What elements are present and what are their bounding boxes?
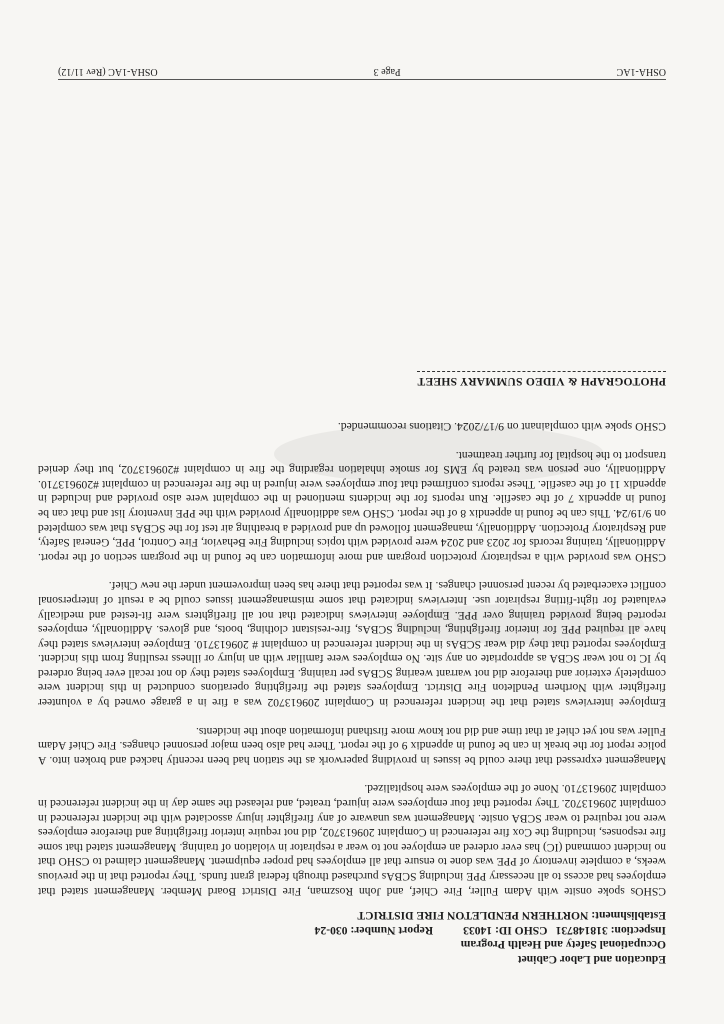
csho-id: CSHO ID: 14033 [463,923,548,937]
program-name: Occupational Safety and Health Program [460,938,666,952]
report-number: Report Number: 030-24 [314,923,434,937]
inspection-row [38,922,666,937]
document-body [38,371,666,966]
paragraph-paperwork-issues: Management expressed that there could be issues in providing paperwork as the station had been recently hacked and broken into. A police report for the break in can be found in appendix 9 of the report. There had also been major personnel changes. Fire Chief Adam Fuller was not yet chief at that time and did not know more firsthand information about the incidents. [38,724,666,767]
paragraph-employee-interviews: Employee interviews stated that the incident referenced in Complaint 209613702 was a fire in a garage owned by a volunteer firefighter with Northern Pendleton Fire District. Employees stated the firefighting operations conducted in this incident were completely exterior and therefore did not warrant wearing SCBAs per training. Employees stated they do not recall ever being ordered by IC to not wear SCBA as appropriate on any site. No employees were familiar with an injury or illness resulting from this incident. Employees reported that they did wear SCBAs in the incident referenced in complaint # 209613710. Employee interviews stated they have all required PPE for interior firefighting, including SCBAs, fire-resistant clothing, boots, and gloves. Additionally, employees reported being provided training over PPE. Employee interviews indicated that not all firefighters were fit-tested and medically evaluated for tight-fitting respirator use. Interviews indicated that some mismanagement issues could be a result of interpersonal conflict exacerbated by recent personnel changes. It was reported that there has been improvement under the new Chief. [38,579,666,710]
footer-page-number: Page 3 [373,66,401,77]
establishment-name: Establishment: NORTHERN PENDLETON FIRE DISTRICT [357,909,666,923]
footer-form-revision: OSHA-1AC (Rev 11/12) [58,66,158,77]
agency-name: Education and Labor Cabinet [517,953,666,966]
photo-video-summary-title: PHOTOGRAPH & VIDEO SUMMARY SHEET [417,371,666,389]
paragraph-documents-provided: CSHO was provided with a respiratory protection program and more information can be found in the program section of the report. Additionally, training records for 2023 and 2024 were provided with topics including Fire Behavior, Fire Control, PPE, General Safety, and Respiratory Protection. Additionally, management followed up and provided a breathing air test for the SCBAs that was completed on 9/19/24. This can be found in appendix 8 of the report. CSHO was additionally provided with the PPE inventory list and that can be found in appendix 7 of the casefile. Run reports for the incidents mentioned in the complaint were also provided and included in appendix 11 of the casefile. These reports confirmed that four employees were injured in the fire referenced in complaint #209613710. Additionally, one person was treated by EMS for smoke inhalation regarding the fire in complaint #209613702, but they denied transport to the hospital for further treatment. [38,448,666,564]
paragraph-complainant: CSHO spoke with complainant on 9/17/2024. Citations recommended. [337,420,666,433]
inspection-number: Inspection: 318148731 [555,923,666,937]
footer-form-id: OSHA-1AC [616,66,666,77]
paragraph-management-interview: CSHOs spoke onsite with Adam Fuller, Fire Chief, and John Roszman, Fire District Board Member. Management stated that employees had access to all necessary PPE including SCBAs purchased through federal grant funds. They reported that in the previous weeks, a complete inventory of PPE was done to ensure that all employees had proper equipment. Management claimed to CSHO that no incident command (IC) has ever ordered an employee not to wear a respirator in violation of training. Management stated that some fire responses, including the Cox fire referenced in Complaint 209613702, did not require interior firefighting and therefore employees were not required to wear SCBA onsite. Management was unaware of any firefighter injury associated with the incident referenced in complaint 209613702. They reported that four employees were injured, treated, and released the same day in the incident referenced in complaint 209613710. None of the employees were hospitalized. [38,782,666,898]
page-footer [58,66,666,80]
